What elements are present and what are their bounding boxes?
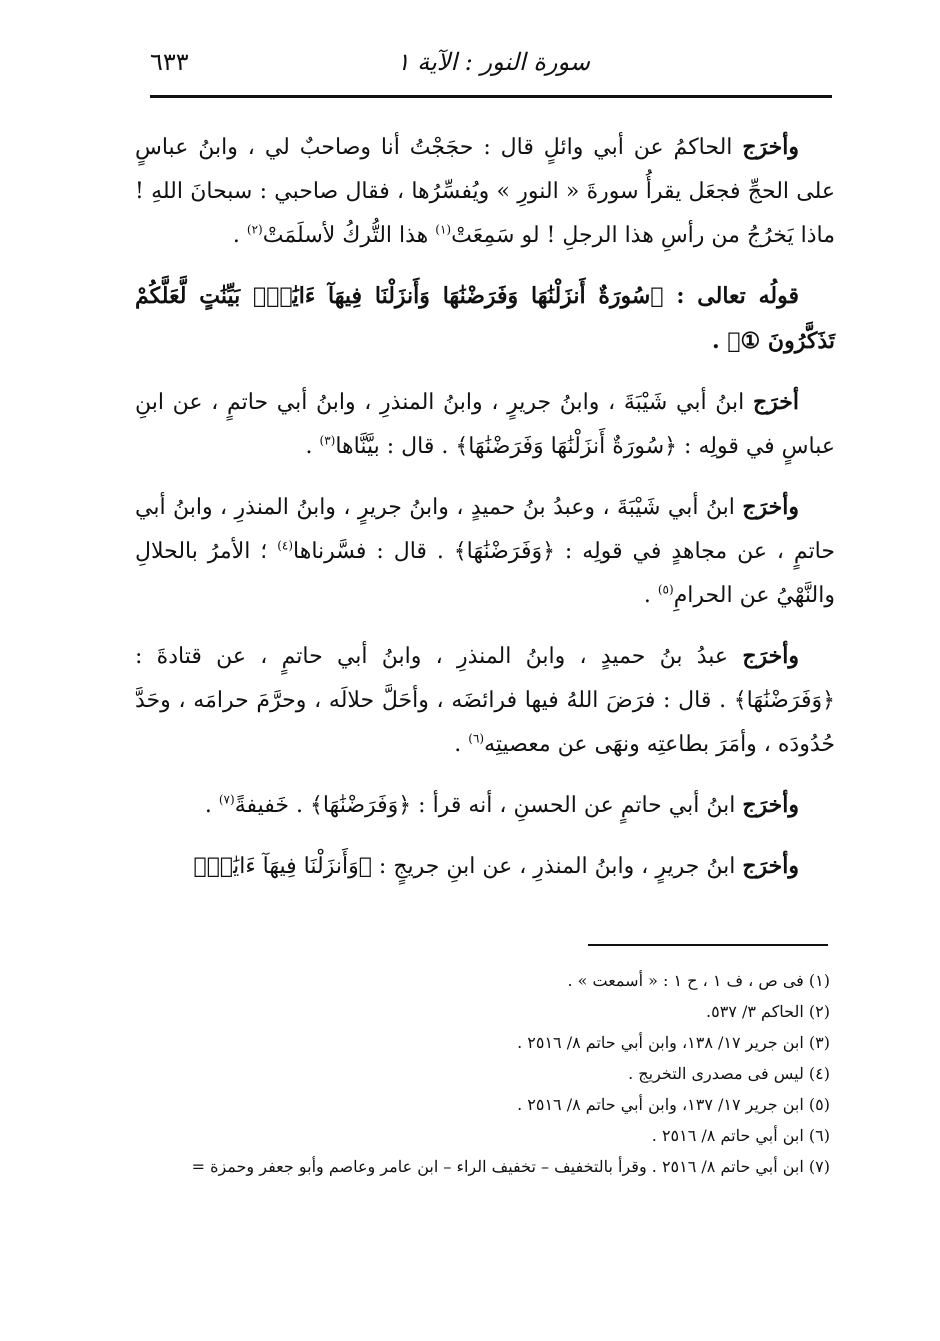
- footnote: (٧) ابن أبي حاتم ٨/ ٢٥١٦ . وقرأ بالتخفيف – تخفيف الراء – ابن عامر وعاصم وأبو جعفر وحمزة =: [191, 1157, 830, 1176]
- paragraph: [135, 634, 835, 767]
- footnote: (٤) ليس فى مصدرى التخريج .: [628, 1064, 830, 1083]
- paragraph-text: ابنُ أبي شَيْبَةَ ، وعبدُ بنُ حميدٍ ، وابنُ جريرٍ ، وابنُ المنذرِ ، وابنُ أبي حاتمٍ ، عن مجاهدٍ في قولِه : ﴿وَفَرَضْنَٰهَا﴾ . قال : فسَّرناها: [135, 495, 835, 564]
- footnote-ref: (١): [435, 222, 452, 237]
- paragraph-lead: أخرَج: [752, 389, 799, 415]
- paragraph: [135, 380, 835, 469]
- surah-title: سورة النور : الآية ١: [396, 48, 590, 76]
- footnote-ref: (٥): [657, 582, 674, 597]
- paragraph-text: ابنُ أبي شَيْبَةَ ، وابنُ جريرٍ ، وابنُ المنذرِ ، وابنُ أبي حاتمٍ ، عن ابنِ عباسٍ في قولِه : ﴿سُورَةٌ أَنزَلْنَٰهَا وَفَرَضْنَٰهَا﴾ . قال : بيَّنَّاها: [135, 390, 835, 459]
- main-text: [135, 125, 835, 905]
- paragraph: [135, 125, 835, 258]
- header-divider: [150, 95, 832, 98]
- paragraph-tail: .: [232, 223, 247, 248]
- paragraph-lead: وأخرَج: [742, 792, 799, 818]
- paragraph-tail: .: [454, 732, 469, 757]
- paragraph-text: عبدُ بنُ حميدٍ ، وابنُ المنذرِ ، وابنُ أبي حاتمٍ ، عن قتادةَ : ﴿وَفَرَضْنَٰهَا﴾ . قال : فرَضَ اللهُ فيها فرائضَه ، وأحَلَّ حلالَه ، وحرَّمَ حرامَه ، وحَدَّ حُدُودَه ، وأمَرَ بطاعتِه ونهَى عن معصيتِه: [135, 644, 835, 757]
- paragraph: [135, 274, 835, 364]
- footnote-ref: (٦): [468, 731, 485, 746]
- paragraph-lead: وأخرَج: [742, 853, 799, 879]
- footnote-divider: [588, 944, 828, 946]
- footnote-ref: (٢): [246, 222, 263, 237]
- paragraph-tail: .: [305, 434, 320, 459]
- paragraph-text: ابنُ جريرٍ ، وابنُ المنذرِ ، عن ابنِ جريجٍ : ﴿وَأَنزَلْنَا فِيهَآ ءَايَٰتٍۭ: [193, 854, 743, 879]
- footnote: (٦) ابن أبي حاتم ٨/ ٢٥١٦ .: [651, 1126, 830, 1145]
- paragraph: [135, 485, 835, 618]
- paragraph-text: الحاكمُ عن أبي وائلٍ قال : حجَجْتُ أنا وصاحبٌ لي ، وابنُ عباسٍ على الحجِّ فجعَل يقرأُ سورةَ « النورِ » ويُفسِّرُها ، فقال صاحبي : سبحانَ اللهِ ! ماذا يَخرُجُ من رأسِ هذا الرجلِ ! لو سَمِعَتْ: [135, 135, 835, 248]
- paragraph: [135, 783, 835, 828]
- footnote: (٥) ابن جرير ١٧/ ١٣٧، وابن أبي حاتم ٨/ ٢٥١٦ .: [517, 1095, 830, 1114]
- paragraph-lead: قولُه تعالى :: [676, 283, 799, 309]
- footnote-ref: (٣): [319, 433, 336, 448]
- footnotes: [140, 965, 830, 1182]
- paragraph: [135, 844, 835, 889]
- paragraph-lead: وأخرَج: [742, 134, 799, 160]
- page-header: [150, 40, 830, 80]
- footnote-ref: (٧): [218, 792, 235, 807]
- paragraph-tail: .: [643, 583, 658, 608]
- footnote-ref: (٤): [277, 538, 294, 553]
- footnote: (١) فى ص ، ف ١ ، ح ١ : « أسمعت » .: [567, 971, 830, 990]
- paragraph-tail: .: [204, 793, 219, 818]
- page-number: ٦٣٣: [150, 48, 189, 76]
- paragraph-lead: وأخرَج: [742, 643, 799, 669]
- footnote: (٢) الحاكم ٣/ ٥٣٧.: [706, 1002, 830, 1021]
- paragraph-lead: وأخرَج: [742, 494, 799, 520]
- footnote: (٣) ابن جرير ١٧/ ١٣٨، وابن أبي حاتم ٨/ ٢٥١٦ .: [517, 1033, 830, 1052]
- paragraph-text: ؛ الأمرُ بالحلالِ والنَّهْيُ عن الحرامِ: [135, 539, 835, 608]
- paragraph-text: ابنُ أبي حاتمٍ عن الحسنِ ، أنه قرأ : ﴿وَفَرَضْنَٰهَا﴾ . خَفيفةً: [234, 793, 743, 818]
- quran-verse: ﴿سُورَةٌ أَنزَلْنَٰهَا وَفَرَضْنَٰهَا وَأَنزَلْنَا فِيهَآ ءَايَٰتٍۭ بَيِّنَٰتٍ لَّعَلَّكُمْ تَذَكَّرُونَ ①﴾ .: [135, 283, 835, 354]
- paragraph-text: هذا التُّركُ لأسلَمَتْ: [262, 223, 436, 248]
